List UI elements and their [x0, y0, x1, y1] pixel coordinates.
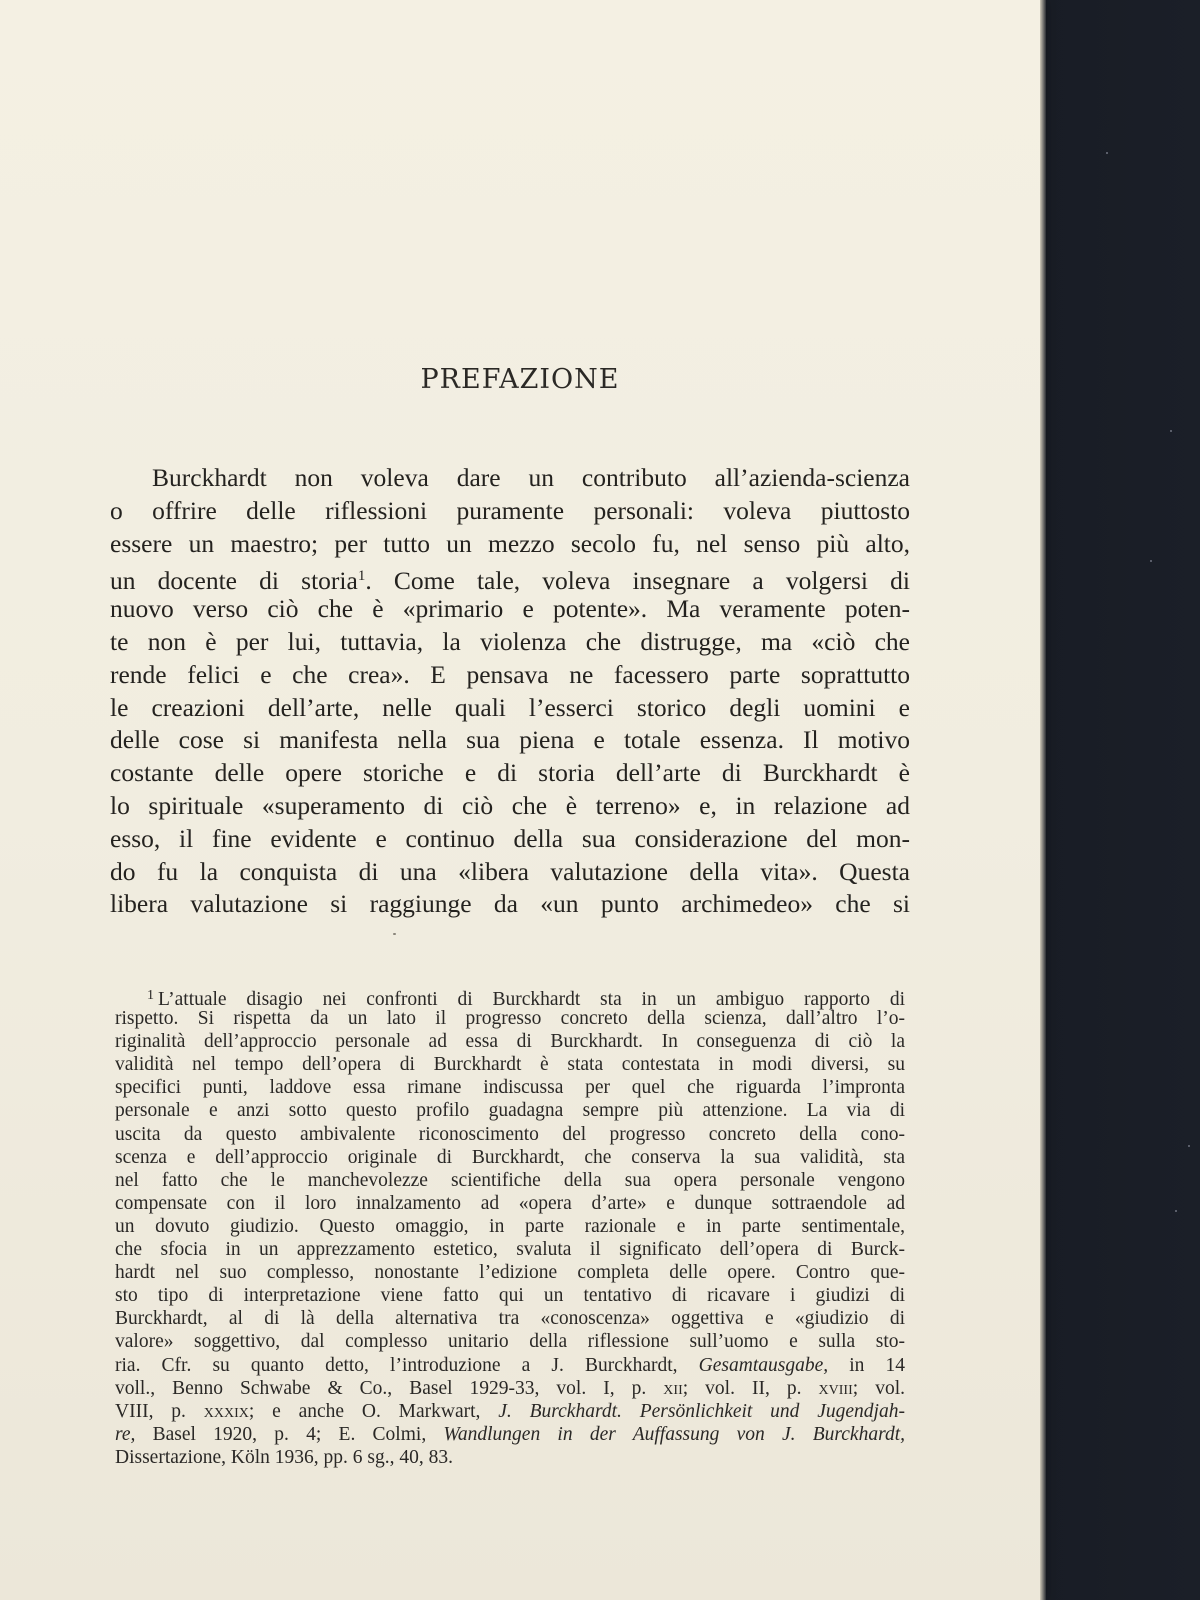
footnote-line: scenza e dell’approccio originale di Burckhardt, che conserva la sua validità, sta	[115, 1146, 905, 1168]
body-line: esso, il fine evidente e continuo della sua considerazione del mon-	[110, 823, 910, 853]
footnote-line: rispetto. Si rispetta da un lato il progresso concreto della scienza, dall’altro l’o-	[115, 1008, 905, 1030]
footnote-line	[115, 984, 905, 1010]
footnote-line: validità nel tempo dell’opera di Burckhardt è stata contestata in modi diversi, su	[115, 1054, 905, 1076]
body-line: essere un maestro; per tutto un mezzo secolo fu, nel senso più alto,	[110, 528, 910, 558]
background-dust	[1175, 1210, 1177, 1212]
footnote-line: specifici punti, laddove essa rimane indiscussa per quel che riguarda l’impronta	[115, 1077, 905, 1099]
body-line-with-note	[110, 560, 910, 596]
footnote-number: 1	[147, 988, 154, 1003]
footnote-text: Basel 1920, p. 4; E. Colmi,	[135, 1423, 444, 1445]
footnote-line-text: L’attuale disagio nei confronti di Burckhardt sta in un ambiguo rapporto di	[158, 989, 905, 1010]
body-line: libera valutazione si raggiunge da «un punto archimedeo» che si	[110, 889, 910, 919]
background-dust	[1170, 430, 1172, 432]
footnote-italic-title: Wandlungen in der Auffassung von J. Burckhardt,	[443, 1423, 905, 1445]
footnote-line	[115, 1377, 905, 1400]
footnote-line: nel fatto che le manchevolezze scientifiche della sua opera personale vengono	[115, 1169, 905, 1191]
footnote-text: VIII, p.	[115, 1400, 204, 1422]
footnote-text: ; e anche O. Markwart,	[248, 1400, 499, 1422]
footnote-line	[115, 1423, 905, 1446]
footnote-text: ; vol.	[852, 1377, 906, 1399]
body-line-end: . Come tale, voleva insegnare a volgersi di	[365, 566, 910, 596]
footnote-italic-title: J. Burckhardt. Persönlichkeit und Jugendjah-	[498, 1400, 905, 1422]
body-line-start: un docente di storia	[110, 566, 358, 596]
footnote-line: personale e anzi sotto questo profilo guadagna sempre più attenzione. La via di	[115, 1100, 905, 1122]
body-line: do fu la conquista di una «libera valutazione della vita». Questa	[110, 856, 910, 886]
footnote-line: Burckhardt, al di là della alternativa tra «conoscenza» oggettiva e «giudizio di	[115, 1308, 905, 1330]
body-line: lo spirituale «superamento di ciò che è terreno» e, in relazione ad	[110, 790, 910, 820]
footnote-reference: 1	[357, 568, 366, 585]
body-line: nuovo verso ciò che è «primario e potente». Ma veramente poten-	[110, 594, 910, 624]
body-line: te non è per lui, tuttavia, la violenza che distrugge, ma «ciò che	[110, 626, 910, 656]
body-line: Burckhardt non voleva dare un contributo all’azienda-scienza	[152, 463, 910, 492]
body-line: rende felici e che crea». E pensava ne facessero parte soprattutto	[110, 659, 910, 689]
footnote-text: ria. Cfr. su quanto detto, l’introduzione a J. Burckhardt,	[115, 1354, 699, 1376]
body-paragraph	[110, 462, 910, 921]
paper-speck	[393, 933, 396, 935]
footnote-line: Dissertazione, Köln 1936, pp. 6 sg., 40, 83.	[115, 1446, 453, 1468]
body-line: delle cose si manifesta nella sua piena e totale essenza. Il motivo	[110, 725, 910, 755]
footnote-italic-title: re,	[115, 1423, 136, 1445]
background-dust	[1106, 152, 1108, 154]
background-dust	[1150, 560, 1152, 562]
footnote-line: hardt nel suo complesso, nonostante l’edizione completa delle opere. Contro que-	[115, 1262, 905, 1284]
page-edge-shadow	[1040, 0, 1046, 1600]
footnote-line: un dovuto giudizio. Questo omaggio, in parte razionale e in parte sentimentale,	[115, 1215, 905, 1237]
footnote-italic-title: Gesamtausgabe,	[698, 1354, 829, 1376]
footnote-line	[115, 1354, 905, 1377]
body-line: le creazioni dell’arte, nelle quali l’esserci storico degli uomini e	[110, 692, 910, 722]
footnote-line: valore» soggettivo, dal complesso unitario della riflessione sull’uomo e sulla sto-	[115, 1331, 905, 1353]
footnote-roman-numeral: xxxix	[203, 1400, 249, 1422]
background-dust	[1188, 1145, 1190, 1147]
body-line: costante delle opere storiche e di storia dell’arte di Burckhardt è	[110, 758, 910, 788]
footnote-line: uscita da questo ambivalente riconoscimento del progresso concreto della cono-	[115, 1123, 905, 1145]
footnote-roman-numeral: xii	[663, 1377, 683, 1399]
footnote-text: in 14	[828, 1354, 905, 1376]
footnote-line: sto tipo di interpretazione viene fatto qui un tentativo di ricavare i giudizi di	[115, 1285, 905, 1307]
footnote-block	[115, 984, 905, 1469]
body-line: o offrire delle riflessioni puramente personali: voleva piuttosto	[110, 495, 910, 525]
footnote-line	[115, 1400, 905, 1423]
footnote-line: che sfocia in un apprezzamento estetico, svaluta il significato dell’opera di Burck-	[115, 1239, 905, 1261]
footnote-text: ; vol. II, p.	[682, 1377, 819, 1399]
footnote-line: riginalità dell’approccio personale ad essa di Burckhardt. In conseguenza di ciò la	[115, 1031, 905, 1053]
page-title: PREFAZIONE	[420, 364, 620, 395]
footnote-text: voll., Benno Schwabe & Co., Basel 1929-33, vol. I, p.	[115, 1377, 664, 1399]
footnote-roman-numeral: xviii	[818, 1377, 853, 1399]
footnote-line: compensate con il loro innalzamento ad «opera d’arte» e dunque sottraendole ad	[115, 1192, 905, 1214]
